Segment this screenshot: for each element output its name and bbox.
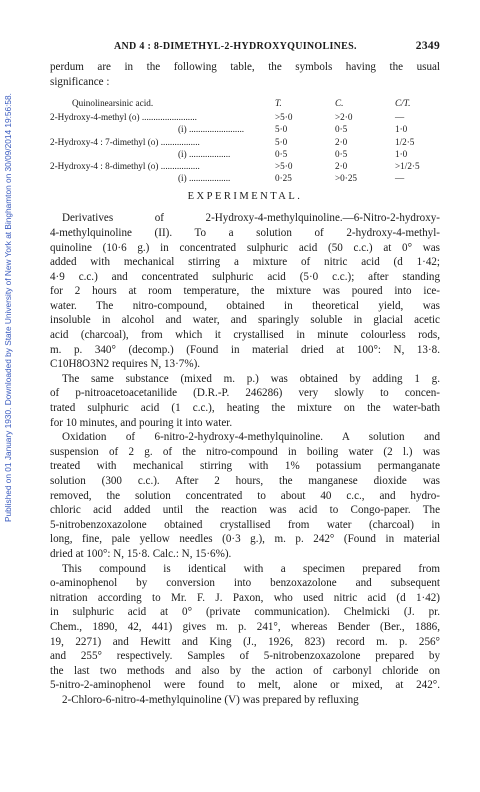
text-line: of p-nitroacetoacetanilide (D.R.-P. 246286) very slowly to concen- (50, 387, 440, 400)
table-cell: 1·0 (395, 124, 408, 135)
text-line: acid (charcoal), from which it crystallised in minute colourless rods, (50, 329, 440, 342)
table-cell: >0·25 (335, 173, 358, 184)
text-line: Derivatives of 2-Hydroxy-4-methylquinoline.—6-Nitro-2-hydroxy- (62, 212, 440, 225)
table-cell: 2·0 (335, 136, 348, 147)
table-row (50, 124, 440, 136)
table-cell: 0·25 (275, 173, 292, 184)
journal-page (50, 40, 440, 708)
table-cell: 2-Hydroxy-4-methyl (o) ........................ (50, 112, 197, 123)
table-row (50, 137, 440, 149)
table-row (50, 161, 440, 173)
table-cell: 1/2·5 (395, 136, 415, 147)
running-header (50, 40, 440, 60)
results-table (50, 98, 440, 185)
text-line: suspension of 2 g. of the nitro-compound in boiling water (2 l.) was (50, 445, 440, 458)
text-line: 2-Chloro-6-nitro-4-methylquinoline (V) was prepared by refluxing (62, 693, 359, 706)
table-header-cell: C/T. (395, 98, 411, 109)
text-line: quinoline (10·6 g.) in concentrated sulphuric acid (50 c.c.) at 0° was (50, 241, 440, 254)
table-cell: 1·0 (395, 148, 408, 159)
text-line: chloric acid added until the reaction was acid to Congo-paper. The (50, 504, 440, 517)
running-title: AND 4 : 8-DIMETHYL-2-HYDROXYQUINOLINES. (114, 41, 357, 52)
text-line: trated sulphuric acid (1 c.c.), heating the mixture on the water-bath (50, 402, 440, 415)
table-cell: 2-Hydroxy-4 : 7-dimethyl (o) ................. (50, 136, 200, 147)
table-cell: (i) .................. (178, 173, 231, 184)
table-cell: 5·0 (275, 136, 288, 147)
table-header-cell: C. (335, 98, 344, 109)
text-line: for 10 minutes, and pouring it into water. (50, 416, 233, 429)
text-line: 19, 2271) and Hewitt and King (J., 1926, 823) record m. p. 256° (50, 635, 440, 648)
text-line: Oxidation of 6-nitro-2-hydroxy-4-methylquinoline. A solution and (62, 431, 440, 444)
text-line: removed, the solution concentrated to about 40 c.c., and hydro- (50, 489, 440, 502)
text-line: perdum are in the following table, the symbols having the usual (50, 61, 440, 73)
text-line: 5-nitrobenzoxazolone obtained crystallised from water (charcoal) in (50, 518, 440, 531)
table-header-cell: Quinolinearsinic acid. (72, 98, 154, 109)
table-header-row (50, 98, 440, 112)
table-cell: >5·0 (275, 112, 293, 123)
text-line: insoluble in alcohol and water, and sparingly soluble in glacial acetic (50, 314, 440, 327)
section-heading: EXPERIMENTAL. (187, 191, 303, 203)
text-line: in sulphuric acid at 0° (private communication). Chelmicki (J. pr. (50, 606, 440, 619)
table-cell: 0·5 (335, 148, 348, 159)
table-cell: 0·5 (335, 124, 348, 135)
table-cell: (i) .................. (178, 148, 231, 159)
table-cell: 0·5 (275, 148, 288, 159)
text-line: dried at 100°: N, 15·8. Calc.: N, 15·6%). (50, 547, 232, 560)
text-line: m. p. 340° (decomp.) (Found in material dried at 100°: N, 13·8. (50, 343, 440, 356)
table-row (50, 149, 440, 161)
body-text (50, 211, 440, 707)
table-row (50, 112, 440, 124)
text-line: C10H8O3N2 requires N, 13·7%). (50, 358, 201, 371)
text-line: treated with mechanical stirring with 1% potassium permanganate (50, 460, 440, 473)
text-line: 4·9 c.c.) and concentrated sulphuric acid (5·0 c.c.); after standing (50, 270, 440, 283)
table-cell: >1/2·5 (395, 160, 420, 171)
table-cell: (i) ........................ (178, 124, 245, 135)
table-cell: >5·0 (275, 160, 293, 171)
text-line: o-aminophenol by conversion into benzoxazolone and subsequent (50, 577, 440, 590)
table-cell: 2-Hydroxy-4 : 8-dimethyl (o) ................. (50, 160, 200, 171)
text-line: significance : (50, 75, 110, 88)
text-line: This compound is identical with a specimen prepared from (62, 562, 440, 575)
table-cell: 5·0 (275, 124, 288, 135)
download-watermark (3, 22, 13, 522)
text-line: added with mechanical stirring a mixture of nitric acid (d 1·42; (50, 256, 440, 269)
table-cell: 2·0 (335, 160, 348, 171)
text-line: water. The nitro-compound, obtained in theoretical yield, was (50, 299, 440, 312)
text-line: The same substance (mixed m. p.) was obtained by adding 1 g. (62, 372, 440, 385)
text-line: long, fine, pale yellow needles (0·3 g.), m. p. 242° (Found in material (50, 533, 440, 546)
text-line: and 255° respectively. Samples of 5-nitrobenzoxazolone prepared by (50, 650, 440, 663)
table-row (50, 173, 440, 185)
download-watermark-text: Published on 01 January 1930. Downloaded by State University of New York at Binghamton on 30/09/2014 19:56:58. (3, 93, 13, 522)
table-header-cell: T. (275, 98, 282, 109)
text-line: solution (300 c.c.). After 2 hours, the manganese dioxide was (50, 475, 440, 487)
text-line: 5-nitro-2-aminophenol were found to melt, alone or mixed, at 242°. (50, 679, 440, 692)
table-cell: >2·0 (335, 112, 353, 123)
text-line: nitration according to Mr. F. J. Paxon, who used nitric acid (d 1·42) (50, 591, 440, 604)
table-cell: — (395, 173, 405, 184)
page-number: 2349 (415, 40, 440, 52)
text-line: the last two methods and also by the action of carbonyl chloride on (50, 664, 440, 677)
text-line: Chem., 1890, 42, 441) gives m. p. 241°, whereas Bender (Ber., 1886, (50, 620, 440, 633)
intro-paragraph (50, 60, 440, 89)
text-line: for 2 hours at room temperature, the mixture was poured into ice- (50, 285, 440, 298)
text-line: 4-methylquinoline (II). To a solution of 2-hydroxy-4-methyl- (50, 226, 440, 239)
table-cell: — (395, 112, 405, 123)
